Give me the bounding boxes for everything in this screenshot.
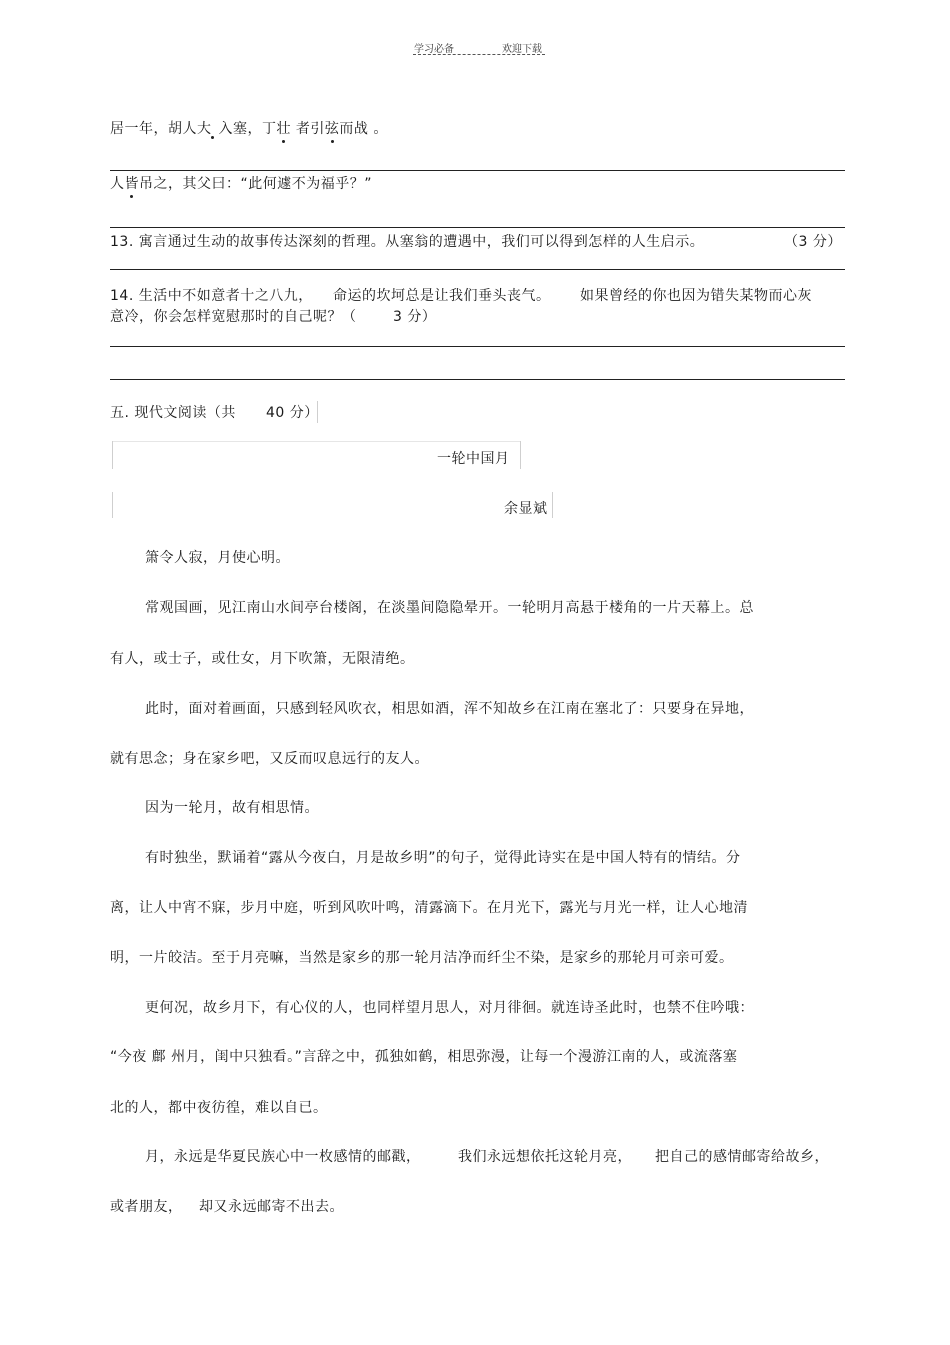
question-13-score: （3 分） — [784, 234, 842, 250]
paragraph-6-line-3: 北的人，都中夜彷徨，难以自已。 — [110, 1100, 328, 1116]
paragraph-4: 因为一轮月，故有相思情。 — [145, 800, 319, 816]
sentence-1-emph-phrase — [296, 121, 369, 137]
article-title: 一轮中国月 — [437, 451, 510, 467]
sentence-1-emph-word: 壮 — [276, 121, 291, 137]
paragraph-6-line-1: 更何况，故乡月下，有心仪的人，也同样望月思人，对月徘徊。就连诗圣此时，也禁不住吟哦： — [145, 1000, 754, 1016]
sentence-1-part-e: 。 — [373, 121, 388, 137]
question-14-part-c: 如果曾经的你也因为错失某物而心灰 — [580, 288, 812, 304]
answer-line-2 — [110, 227, 845, 228]
paragraph-7-line-2-b: 却又永远邮寄不出去。 — [199, 1199, 344, 1215]
paragraph-2-line-2: 有人，或士子，或仕女，月下吹箫，无限清绝。 — [110, 651, 415, 667]
paragraph-1: 箫令人寂，月使心明。 — [145, 550, 290, 566]
translate-sentence-1 — [110, 118, 388, 138]
sentence-2-part-b: 之，其父曰：“此何遽不为福乎？” — [153, 176, 373, 192]
author-box-right — [552, 492, 553, 518]
paragraph-5-line-2: 离，让人中宵不寐，步月中庭，听到风吹叶鸣，清露滴下。在月光下，露光与月光一样，让人心地清 — [110, 900, 748, 916]
header-divider — [413, 54, 545, 55]
section-5-box-edge — [317, 401, 318, 423]
answer-line-4 — [110, 346, 845, 347]
article-author: 余显斌 — [504, 501, 548, 517]
question-14-part-a: 14. 生活中不如意者十之八九， — [110, 288, 313, 304]
title-box-right — [520, 441, 521, 469]
paragraph-7-line-1-c: 把自己的感情邮寄给故乡， — [655, 1149, 829, 1165]
paragraph-5-line-3: 明，一片皎洁。至于月亮嘛，当然是家乡的那一轮月洁净而纤尘不染，是家乡的那轮月可亲可爱。 — [110, 950, 734, 966]
answer-line-1 — [110, 170, 845, 171]
sentence-1-part-b: 入塞，丁 — [218, 121, 277, 137]
paragraph-7-line-1-b: 我们永远想依托这轮月亮， — [458, 1149, 632, 1165]
paragraph-2-line-1: 常观国画，见江南山水间亭台楼阁，在淡墨间隐隐晕开。一轮明月高悬于楼角的一片天幕上。总 — [145, 600, 754, 616]
paragraph-3-line-2: 就有思念；身在家乡吧，又反而叹息远行的友人。 — [110, 751, 429, 767]
sentence-1-part-d: 者引弦而战 — [295, 121, 369, 137]
sentence-2-part-a: 人皆吊 — [110, 176, 154, 192]
question-14-part-b: 命运的坎坷总是让我们垂头丧气。 — [333, 288, 551, 304]
header-left-text: 学习必备 — [414, 44, 454, 55]
header-right-text: 欢迎下载 — [502, 44, 542, 55]
paragraph-7-line-1-a: 月，永远是华夏民族心中一枚感情的邮戳， — [145, 1149, 421, 1165]
sentence-1-part-a: 居一年，胡人大 — [110, 121, 212, 137]
title-box-left — [112, 441, 113, 469]
question-14-line2-a: 意冷，你会怎样宽慰那时的自己呢？（ — [110, 309, 357, 325]
question-14-score: 3 分） — [393, 309, 437, 325]
translate-sentence-2 — [110, 173, 372, 193]
section-5-score: 40 分） — [266, 405, 319, 421]
answer-line-3 — [110, 269, 845, 270]
question-13-text: 13. 寓言通过生动的故事传达深刻的哲理。从塞翁的遭遇中，我们可以得到怎样的人生启示。 — [110, 234, 705, 250]
paragraph-5-line-1: 有时独坐，默诵着“露从今夜白，月是故乡明”的句子，觉得此诗实在是中国人特有的情结。分 — [145, 850, 741, 866]
author-box-left — [112, 492, 113, 518]
title-box-top — [112, 441, 520, 442]
answer-line-5 — [110, 379, 845, 380]
section-5-label: 五. 现代文阅读（共 — [110, 405, 236, 421]
paragraph-3-line-1: 此时，面对着画面，只感到轻风吹衣，相思如酒，浑不知故乡在江南在塞北了：只要身在异地， — [145, 701, 754, 717]
paragraph-6-line-2: “今夜 鄜 州月，闺中只独看。”言辞之中，孤独如鹤，相思弥漫，让每一个漫游江南的人，或流落塞 — [110, 1049, 738, 1065]
paragraph-7-line-2-a: 或者朋友， — [110, 1199, 183, 1215]
